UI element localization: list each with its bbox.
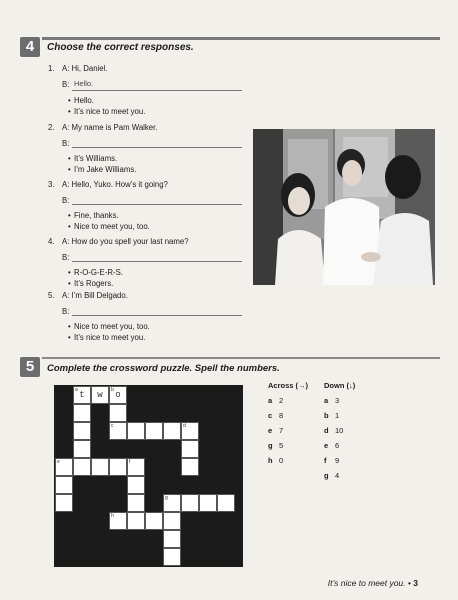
clue-down: b 1 bbox=[324, 411, 340, 420]
crossword-cell[interactable]: b o bbox=[109, 386, 127, 404]
option[interactable]: • It’s Williams. bbox=[68, 154, 118, 163]
students-photo bbox=[253, 129, 435, 285]
option[interactable]: • Hello. bbox=[68, 96, 94, 105]
crossword-cell[interactable]: w bbox=[91, 386, 109, 404]
section-number: 5 bbox=[20, 357, 40, 377]
answer-handwritten: Hello. bbox=[74, 79, 94, 88]
answer-field[interactable] bbox=[72, 194, 242, 205]
option[interactable]: • It’s nice to meet you. bbox=[68, 333, 146, 342]
clue-across: g 5 bbox=[268, 441, 284, 450]
crossword-cell[interactable] bbox=[55, 476, 73, 494]
crossword-cell[interactable] bbox=[217, 494, 235, 512]
crossword-cell[interactable] bbox=[127, 494, 145, 512]
crossword-cell[interactable] bbox=[145, 422, 163, 440]
crossword-cell[interactable]: g bbox=[163, 494, 181, 512]
clue-down: g 4 bbox=[324, 471, 340, 480]
crossword-cell[interactable] bbox=[73, 422, 91, 440]
answer-field[interactable] bbox=[72, 80, 242, 91]
clue-down: d 10 bbox=[324, 426, 344, 435]
option[interactable]: • Nice to meet you, too. bbox=[68, 222, 150, 231]
section-rule bbox=[42, 37, 440, 40]
crossword-cell[interactable] bbox=[127, 512, 145, 530]
section-rule bbox=[42, 357, 440, 359]
clue-down: a 3 bbox=[324, 396, 340, 405]
answer-field[interactable] bbox=[72, 305, 242, 316]
across-heading: Across (→) bbox=[268, 381, 309, 390]
crossword-cell[interactable]: e bbox=[55, 458, 73, 476]
crossword-cell[interactable] bbox=[73, 440, 91, 458]
speaker-b-label: B: bbox=[62, 307, 70, 316]
section-title: Choose the correct responses. bbox=[47, 42, 194, 53]
clue-across: c 8 bbox=[268, 411, 284, 420]
option[interactable]: • It’s Rogers. bbox=[68, 279, 114, 288]
footer-unit-title: It’s nice to meet you. bbox=[327, 578, 406, 588]
crossword-cell[interactable] bbox=[181, 494, 199, 512]
speaker-a-line: A: I’m Bill Delgado. bbox=[62, 291, 128, 300]
item-number: 1. bbox=[48, 64, 55, 73]
option[interactable]: • I’m Jake Williams. bbox=[68, 165, 137, 174]
crossword-cell[interactable] bbox=[127, 476, 145, 494]
crossword-cell[interactable]: h bbox=[109, 512, 127, 530]
section-number: 4 bbox=[20, 37, 40, 57]
crossword-cell[interactable] bbox=[181, 458, 199, 476]
speaker-a-line: A: How do you spell your last name? bbox=[62, 237, 189, 246]
crossword-cell[interactable] bbox=[109, 458, 127, 476]
option[interactable]: • R-O-G-E-R-S. bbox=[68, 268, 123, 277]
item-number: 4. bbox=[48, 237, 55, 246]
crossword-cell[interactable] bbox=[109, 404, 127, 422]
crossword-cell[interactable] bbox=[181, 440, 199, 458]
footer-bullet: • bbox=[407, 578, 411, 588]
crossword-cell[interactable]: d bbox=[181, 422, 199, 440]
crossword-cell[interactable] bbox=[199, 494, 217, 512]
speaker-a-line: A: My name is Pam Walker. bbox=[62, 123, 158, 132]
option[interactable]: • Fine, thanks. bbox=[68, 211, 119, 220]
crossword-cell[interactable] bbox=[91, 458, 109, 476]
crossword-cell[interactable]: a t bbox=[73, 386, 91, 404]
speaker-b-label: B: bbox=[62, 253, 70, 262]
crossword-cell[interactable] bbox=[55, 494, 73, 512]
speaker-b-label: B: bbox=[62, 80, 70, 89]
speaker-a-line: A: Hello, Yuko. How’s it going? bbox=[62, 180, 168, 189]
clue-down: f 9 bbox=[324, 456, 340, 465]
crossword-cell[interactable] bbox=[163, 512, 181, 530]
crossword-grid bbox=[54, 385, 243, 567]
crossword-cell[interactable] bbox=[73, 404, 91, 422]
speaker-b-label: B: bbox=[62, 139, 70, 148]
crossword-cell[interactable] bbox=[163, 422, 181, 440]
crossword-cell[interactable]: f bbox=[127, 458, 145, 476]
crossword-cell[interactable] bbox=[145, 512, 163, 530]
crossword-cell[interactable] bbox=[163, 548, 181, 566]
clue-down: e 6 bbox=[324, 441, 340, 450]
crossword-cell[interactable]: c bbox=[109, 422, 127, 440]
photo-illustration bbox=[253, 129, 435, 285]
clue-across: a 2 bbox=[268, 396, 284, 405]
speaker-b-label: B: bbox=[62, 196, 70, 205]
item-number: 5. bbox=[48, 291, 55, 300]
section-4-header bbox=[20, 37, 440, 57]
item-number: 2. bbox=[48, 123, 55, 132]
crossword-cell[interactable] bbox=[163, 530, 181, 548]
option[interactable]: • It’s nice to meet you. bbox=[68, 107, 146, 116]
page-footer bbox=[328, 578, 418, 588]
item-number: 3. bbox=[48, 180, 55, 189]
clue-across: e 7 bbox=[268, 426, 284, 435]
section-title: Complete the crossword puzzle. Spell the numbers. bbox=[47, 363, 280, 374]
clue-across: h 0 bbox=[268, 456, 284, 465]
answer-field[interactable] bbox=[72, 251, 242, 262]
crossword-cell[interactable] bbox=[73, 458, 91, 476]
option[interactable]: • Nice to meet you, too. bbox=[68, 322, 150, 331]
page-number: 3 bbox=[413, 578, 418, 588]
answer-field[interactable] bbox=[72, 137, 242, 148]
crossword-cell[interactable] bbox=[127, 422, 145, 440]
speaker-a-line: A: Hi, Daniel. bbox=[62, 64, 108, 73]
section-5-header bbox=[20, 357, 440, 377]
down-heading: Down (↓) bbox=[324, 381, 356, 390]
